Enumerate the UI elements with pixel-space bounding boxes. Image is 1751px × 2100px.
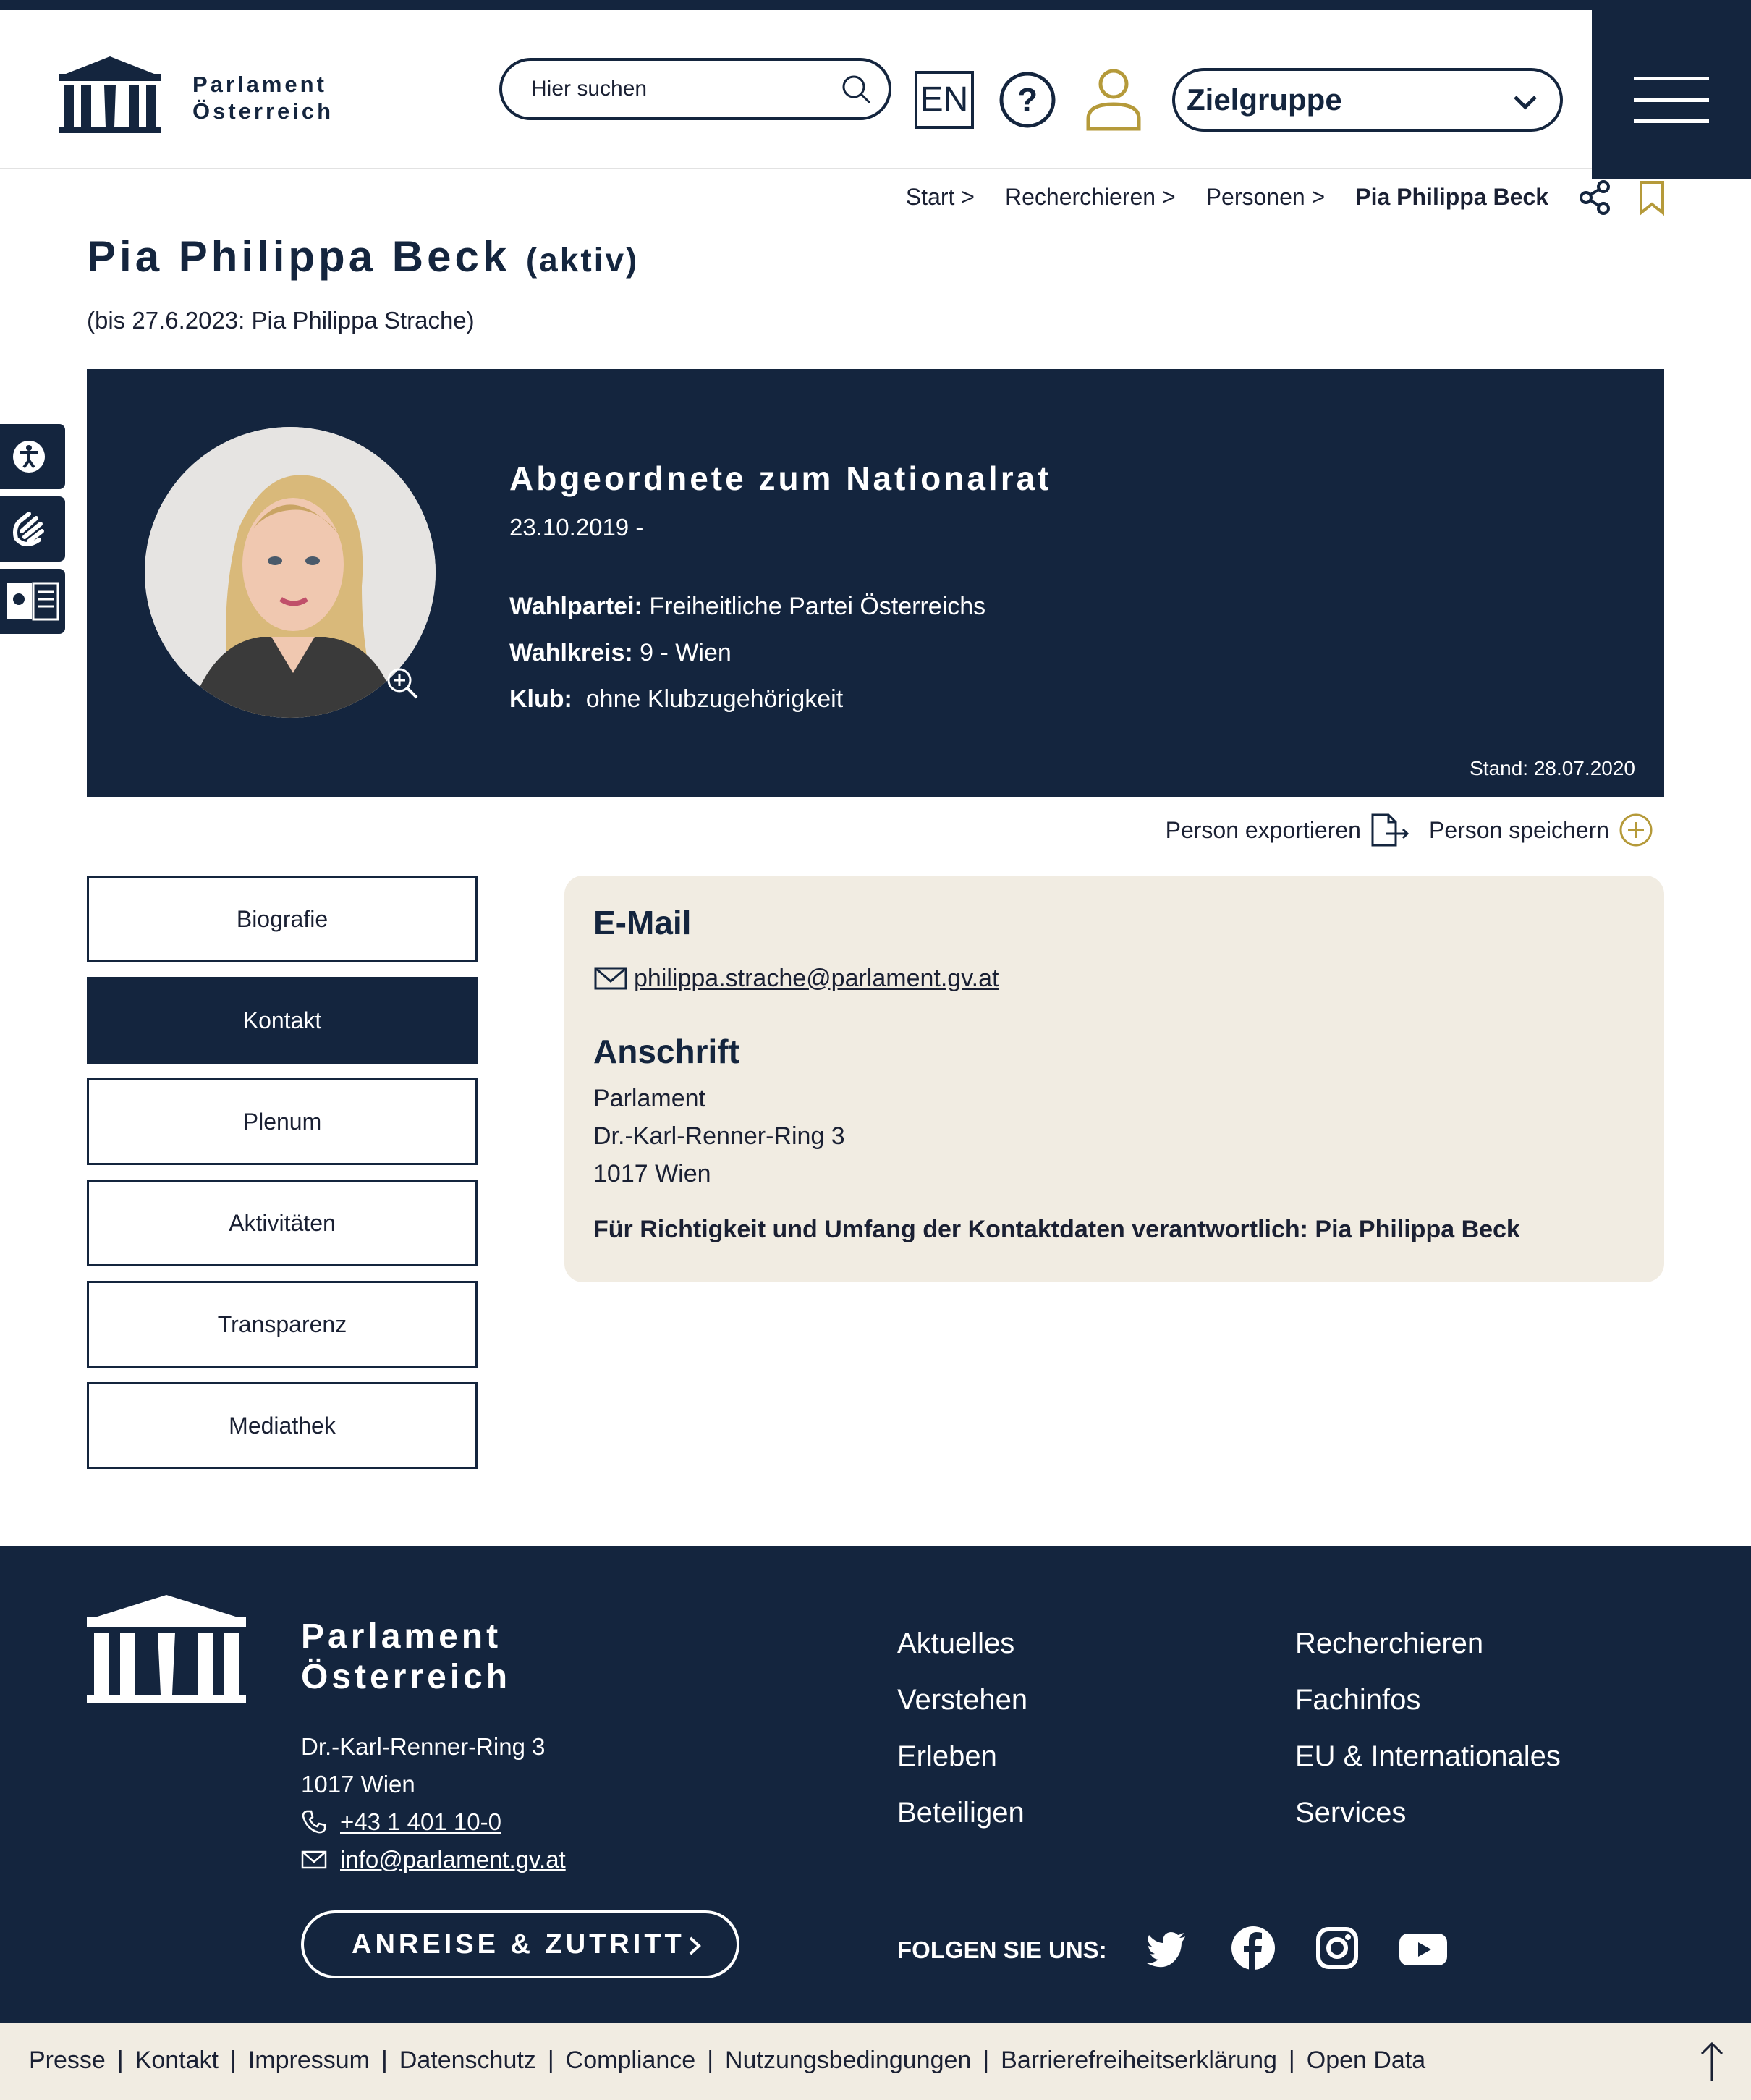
footer-site-name	[301, 1617, 511, 1698]
user-icon[interactable]	[1084, 67, 1143, 132]
page-title	[87, 232, 639, 281]
add-circle-icon[interactable]	[1618, 812, 1654, 848]
footer-phone-row	[301, 1803, 566, 1841]
parliament-logo-icon[interactable]	[87, 1589, 246, 1705]
address-line: 1017 Wien	[593, 1160, 711, 1187]
footer-link-eu-internationales[interactable]: EU & Internationales	[1295, 1740, 1561, 1772]
club-value: ohne Klubzugehörigkeit	[585, 685, 844, 713]
site-footer	[0, 1546, 1751, 2023]
club-row	[509, 676, 985, 722]
youtube-icon[interactable]	[1398, 1925, 1449, 1971]
person-banner	[87, 369, 1664, 797]
bookmark-icon[interactable]	[1638, 179, 1666, 216]
footer-address-line: Dr.-Karl-Renner-Ring 3	[301, 1733, 546, 1760]
separator: |	[229, 2046, 237, 2074]
logo-line1: Parlament	[192, 72, 327, 97]
separator: |	[707, 2046, 714, 2074]
logo-line2: Österreich	[192, 98, 334, 124]
footer-link-beteiligen[interactable]: Beteiligen	[897, 1797, 1025, 1829]
accessibility-icon	[0, 424, 65, 489]
email-row	[593, 964, 999, 993]
party-value: Freiheitliche Partei Österreichs	[649, 593, 986, 620]
save-person-link[interactable]: Person speichern	[1428, 816, 1609, 843]
search-icon[interactable]	[838, 71, 876, 109]
share-icon[interactable]	[1579, 179, 1611, 216]
footer-contact	[301, 1728, 566, 1879]
separator: |	[547, 2046, 554, 2074]
footer-email-row	[301, 1841, 566, 1879]
sign-language-icon	[0, 496, 65, 562]
directions-button[interactable]	[301, 1910, 739, 1978]
instagram-icon[interactable]	[1314, 1925, 1360, 1971]
export-icon[interactable]	[1370, 812, 1410, 848]
easy-read-icon	[0, 569, 65, 634]
footer-address-line: 1017 Wien	[301, 1771, 415, 1798]
district-value: 9 - Wien	[640, 639, 732, 666]
menu-button[interactable]	[1592, 10, 1751, 179]
logo-text[interactable]	[192, 71, 334, 124]
site-header	[0, 10, 1751, 169]
person-role: Abgeordnete zum Nationalrat	[509, 460, 1052, 497]
footer-link-erleben[interactable]: Erleben	[897, 1740, 997, 1772]
help-icon[interactable]	[999, 71, 1056, 129]
separator: |	[1288, 2046, 1295, 2074]
chevron-down-icon	[1511, 88, 1540, 117]
directions-button-label: ANREISE & ZUTRITT	[352, 1929, 685, 1960]
email-link[interactable]: philippa.strache@parlament.gv.at	[634, 964, 999, 992]
email-heading: E-Mail	[593, 904, 692, 941]
accessibility-button[interactable]	[0, 424, 65, 489]
former-name: (bis 27.6.2023: Pia Philippa Strache)	[87, 307, 475, 334]
tab-transparenz[interactable]: Transparenz	[87, 1281, 478, 1368]
breadcrumb-start[interactable]: Start >	[905, 184, 975, 210]
breadcrumb	[906, 184, 1548, 211]
footer-link-verstehen[interactable]: Verstehen	[897, 1684, 1028, 1716]
address-line: Dr.-Karl-Renner-Ring 3	[593, 1122, 845, 1150]
footer-link-aktuelles[interactable]: Aktuelles	[897, 1627, 1015, 1659]
twitter-icon[interactable]	[1143, 1925, 1190, 1971]
footer-name-line2: Österreich	[301, 1658, 512, 1696]
tab-kontakt[interactable]: Kontakt	[87, 977, 478, 1064]
link-open-data[interactable]: Open Data	[1306, 2046, 1426, 2074]
breadcrumb-personen[interactable]: Personen >	[1205, 184, 1326, 210]
parliament-logo-icon[interactable]	[59, 54, 161, 135]
footer-email-link[interactable]: info@parlament.gv.at	[340, 1846, 566, 1873]
arrow-up-icon[interactable]	[1697, 2039, 1726, 2084]
legal-links	[29, 2046, 1425, 2075]
stand-date: Stand: 28.07.2020	[1470, 757, 1635, 779]
link-nutzungsbedingungen[interactable]: Nutzungsbedingungen	[725, 2046, 972, 2074]
address-heading: Anschrift	[593, 1033, 739, 1070]
svg-text:?: ?	[1017, 81, 1038, 119]
tab-plenum[interactable]: Plenum	[87, 1078, 478, 1165]
export-person-link[interactable]: Person exportieren	[1165, 816, 1361, 843]
person-status: (aktiv)	[525, 241, 640, 279]
envelope-icon	[593, 964, 628, 993]
footer-link-recherchieren[interactable]: Recherchieren	[1295, 1627, 1484, 1659]
zoom-in-icon[interactable]	[383, 664, 421, 702]
party-label: Wahlpartei:	[509, 593, 643, 620]
club-label: Klub:	[509, 685, 572, 713]
phone-icon	[301, 1809, 327, 1835]
link-compliance[interactable]: Compliance	[565, 2046, 696, 2074]
link-datenschutz[interactable]: Datenschutz	[399, 2046, 536, 2074]
person-name: Pia Philippa Beck	[87, 232, 511, 281]
party-row	[509, 583, 985, 630]
footer-nav-col1	[897, 1615, 1027, 1841]
audience-select-label: Zielgruppe	[1187, 82, 1342, 117]
link-barrierefreiheit[interactable]: Barrierefreiheitserklärung	[1001, 2046, 1277, 2074]
footer-link-services[interactable]: Services	[1295, 1797, 1407, 1829]
language-switch-button[interactable]: EN	[915, 71, 974, 129]
tab-mediathek[interactable]: Mediathek	[87, 1382, 478, 1469]
sign-language-button[interactable]	[0, 496, 65, 562]
audience-select[interactable]	[1172, 68, 1563, 132]
person-actions	[1166, 812, 1654, 848]
tab-aktivitaeten[interactable]: Aktivitäten	[87, 1180, 478, 1266]
footer-phone-link[interactable]: +43 1 401 10-0	[340, 1808, 501, 1835]
envelope-icon	[301, 1849, 327, 1871]
hamburger-icon	[1634, 77, 1709, 123]
bottom-bar	[0, 2023, 1751, 2100]
tab-biografie[interactable]: Biografie	[87, 876, 478, 962]
footer-link-fachinfos[interactable]: Fachinfos	[1295, 1684, 1421, 1716]
responsibility-note: Für Richtigkeit und Umfang der Kontaktdaten verantwortlich: Pia Philippa Beck	[593, 1216, 1520, 1243]
link-presse[interactable]: Presse	[29, 2046, 106, 2074]
top-strip	[0, 0, 1751, 10]
link-impressum[interactable]: Impressum	[247, 2046, 370, 2074]
follow-label: FOLGEN SIE UNS:	[897, 1936, 1107, 1963]
footer-nav-col2	[1295, 1615, 1561, 1841]
search-input[interactable]	[531, 74, 821, 104]
search-box	[499, 58, 891, 120]
facebook-icon[interactable]	[1230, 1925, 1276, 1971]
separator: |	[381, 2046, 388, 2074]
address-line: Parlament	[593, 1085, 705, 1112]
contact-card	[564, 876, 1664, 1282]
breadcrumb-recherchieren[interactable]: Recherchieren >	[1004, 184, 1176, 210]
district-label: Wahlkreis:	[509, 639, 633, 666]
chevron-right-icon	[687, 1935, 703, 1957]
term-start: 23.10.2019 -	[509, 514, 644, 541]
district-row	[509, 630, 985, 676]
person-info	[509, 583, 985, 722]
footer-name-line1: Parlament	[301, 1617, 502, 1656]
address	[593, 1080, 845, 1193]
link-kontakt[interactable]: Kontakt	[135, 2046, 219, 2074]
easy-read-button[interactable]	[0, 569, 65, 634]
separator: |	[116, 2046, 124, 2074]
separator: |	[983, 2046, 990, 2074]
breadcrumb-current: Pia Philippa Beck	[1355, 184, 1548, 210]
